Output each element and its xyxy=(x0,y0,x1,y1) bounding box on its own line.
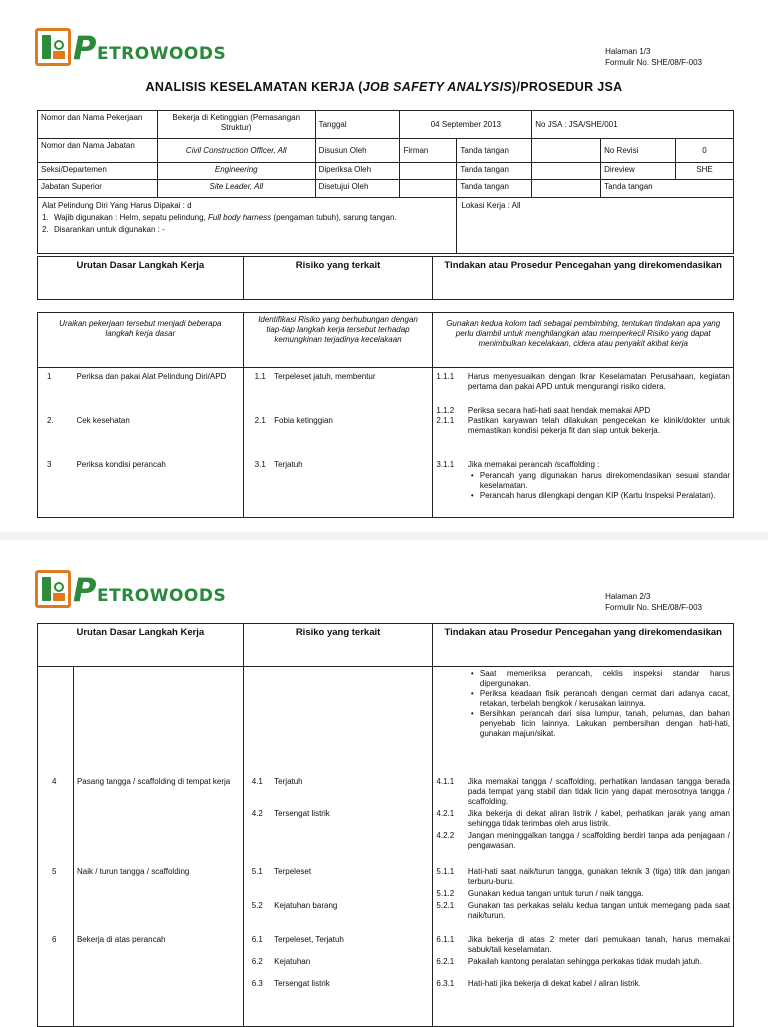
page-meta xyxy=(605,46,702,68)
action-text: Gunakan kedua tangan untuk turun / naik tangga. xyxy=(467,889,644,898)
position-value: Civil Construction Officer, All xyxy=(157,139,315,163)
position-label: Nomor dan Nama Jabatan xyxy=(38,139,158,163)
logo-mark-icon xyxy=(35,570,71,608)
checked-by-value xyxy=(400,163,457,180)
risk-no: 6.2 xyxy=(251,957,263,966)
risk-text: Kejatuhan barang xyxy=(274,901,338,910)
signature-label-4: Tanda tangan xyxy=(601,180,734,198)
risk-no: 5.1 xyxy=(251,867,263,876)
risk-text: Terjatuh xyxy=(274,460,303,469)
risk-no: 3.1 xyxy=(254,460,266,469)
header-steps: Urutan Dasar Langkah Kerja xyxy=(38,257,244,300)
ppe-item-2: 2. Disarankan untuk digunakan : - xyxy=(42,225,165,234)
step-no: 5 xyxy=(52,867,57,876)
revision-label: No Revisi xyxy=(601,139,676,163)
jsa-number: No JSA : JSA/SHE/001 xyxy=(532,111,734,139)
ppe-item-1: 1. Wajib digunakan : Helm, sepatu pelindung, Full body harness (pengaman tubuh), sarung tangan. xyxy=(42,213,397,222)
signature-box-1 xyxy=(532,139,601,163)
signature-box-2 xyxy=(532,163,601,180)
action-no: 6.3.1 xyxy=(436,979,455,988)
action-text: Jika memakai perancah /scaffolding : xyxy=(467,460,600,469)
action-no: 1.1.1 xyxy=(436,372,455,381)
action-text: Jika bekerja di atas 2 meter dari pemukaan tanah, harus memakai sabuk/tali keselamatan. xyxy=(467,935,730,954)
ppe-cell xyxy=(38,198,457,254)
risk-text: Kejatuhan xyxy=(274,957,311,966)
bullet-item: • Perancah yang digunakan harus direkomendasikan sesuai standar keselamatan. xyxy=(468,471,730,491)
steps-table-1 xyxy=(37,312,734,518)
step-text: Naik / turun tangga / scaffolding xyxy=(76,867,190,876)
action-text: Jika memakai tangga / scaffolding, perhatikan landasan tangga berada pada tempat yang stabil dan tidak licin yang dapat merosotnya tangga / scaffolding. xyxy=(467,777,730,806)
work-location: Lokasi Kerja : All xyxy=(457,198,734,254)
reviewed-label: Direview xyxy=(601,163,676,180)
header-steps: Urutan Dasar Langkah Kerja xyxy=(38,624,244,667)
risk-descriptions xyxy=(271,368,433,518)
signature-label-2: Tanda tangan xyxy=(457,163,532,180)
ppe-title: Alat Pelindung Diri Yang Harus Dipakai : d xyxy=(42,201,192,210)
step-no: 6 xyxy=(52,935,57,944)
date-value: 04 September 2013 xyxy=(400,111,532,139)
action-text: Pastikan karyawan telah dilakukan pengecekan ke klinik/dokter untuk memastikan kondisi pekerja fit dan siap untuk bekerja. xyxy=(467,416,730,435)
guide-risks: Identifikasi Risiko yang berhubungan dengan tiap-tiap langkah kerja tersebut terhadap kemungkinan terjadinya kecelakaan xyxy=(243,313,433,368)
page-meta xyxy=(605,591,702,613)
superior-label: Jabatan Superior xyxy=(38,180,158,198)
action-no: 5.1.2 xyxy=(436,889,455,898)
bullet-item: • Periksa keadaan fisik perancah dengan cermat dari adanya cacat, retakan, terbelah bengkok / kerusakan lainnya. xyxy=(468,689,730,709)
step-text: Bekerja di atas perancah xyxy=(76,935,166,944)
signature-label-3: Tanda tangan xyxy=(457,180,532,198)
risk-no: 6.3 xyxy=(251,979,263,988)
signature-box-3 xyxy=(532,180,601,198)
risk-numbers xyxy=(243,368,271,518)
prepared-by-label: Disusun Oleh xyxy=(315,139,400,163)
date-label: Tanggal xyxy=(315,111,400,139)
scaffold-bullet-list xyxy=(468,471,730,501)
page-2 xyxy=(0,540,768,1024)
risk-no: 5.2 xyxy=(251,901,263,910)
risk-numbers xyxy=(243,667,271,1027)
step-no: 2. xyxy=(47,416,54,425)
bullet-item: • Perancah harus dilengkapi dengan KIP (Kartu Inspeksi Peralatan). xyxy=(468,491,730,501)
approved-by-label: Disetujui Oleh xyxy=(315,180,400,198)
risk-no: 6.1 xyxy=(251,935,263,944)
company-logo xyxy=(35,570,226,608)
logo-wordmark: PETROWOODS xyxy=(73,571,227,609)
approved-by-value xyxy=(400,180,457,198)
step-no: 4 xyxy=(52,777,57,786)
step-descriptions xyxy=(73,667,243,1027)
logo-mark-icon xyxy=(35,28,71,66)
step-text: Cek kesehatan xyxy=(76,416,130,425)
action-no: 4.1.1 xyxy=(436,777,455,786)
company-logo xyxy=(35,28,226,66)
step-numbers xyxy=(38,368,74,518)
action-no: 1.1.2 xyxy=(436,406,455,415)
action-text: Jika bekerja di dekat aliran listrik / kabel, perhatikan jarak yang aman sehingga tidak terimbas oleh arus listrik. xyxy=(467,809,730,828)
superior-value: Site Leader, All xyxy=(157,180,315,198)
risk-text: Terjatuh xyxy=(274,777,303,786)
steps-table-2 xyxy=(37,623,734,1027)
step-numbers xyxy=(38,667,74,1027)
header-actions: Tindakan atau Prosedur Pencegahan yang direkomendasikan xyxy=(433,257,734,300)
header-risks: Risiko yang terkait xyxy=(243,257,433,300)
action-no: 4.2.2 xyxy=(436,831,455,840)
action-no: 2.1.1 xyxy=(436,416,455,425)
action-numbers xyxy=(433,368,465,518)
action-text: Pakailah kantong peralatan sehingga perkakas tidak mudah jatuh. xyxy=(467,957,702,966)
form-number: Formulir No. SHE/08/F-003 xyxy=(605,603,702,612)
risk-no: 4.2 xyxy=(251,809,263,818)
page-separator xyxy=(0,532,768,540)
bullet-item: • Saat memeriksa perancah, ceklis inspeksi standar harus dipergunakan. xyxy=(468,669,730,689)
action-text: Hati-hati jika bekerja di dekat kabel / aliran listrik. xyxy=(467,979,641,988)
header-risks: Risiko yang terkait xyxy=(243,624,433,667)
risk-descriptions xyxy=(271,667,433,1027)
step-text: Pasang tangga / scaffolding di tempat kerja xyxy=(76,777,231,786)
step-no: 3 xyxy=(47,460,52,469)
logo-wordmark: PETROWOODS xyxy=(73,29,227,67)
action-no: 3.1.1 xyxy=(436,460,455,469)
risk-text: Tersengat listrik xyxy=(274,809,330,818)
action-text: Gunakan tas perkakas selalu kedua tangan untuk memegang pada saat naik/turun. xyxy=(467,901,730,920)
page-number: Halaman 2/3 xyxy=(605,592,651,601)
step-descriptions xyxy=(73,368,243,518)
form-number: Formulir No. SHE/08/F-003 xyxy=(605,58,702,67)
job-name-value: Bekerja di Ketinggian (Pemasangan Struktur) xyxy=(157,111,315,139)
risk-text: Fobia ketinggian xyxy=(274,416,333,425)
action-no: 5.2.1 xyxy=(436,901,455,910)
prepared-by-value: Firman xyxy=(400,139,457,163)
reviewed-value: SHE xyxy=(676,163,734,180)
risk-text: Terpeleset, Terjatuh xyxy=(274,935,344,944)
risk-no: 1.1 xyxy=(254,372,266,381)
action-no: 6.1.1 xyxy=(436,935,455,944)
action-text: Periksa secara hati-hati saat hendak memakai APD xyxy=(467,406,651,415)
step-text: Periksa kondisi perancah xyxy=(76,460,166,469)
revision-value: 0 xyxy=(676,139,734,163)
section-value: Engineering xyxy=(157,163,315,180)
inspection-bullet-list xyxy=(468,669,730,777)
bullet-item: • Bersihkan perancah dari sisa lumpur, tanah, pelumas, dan bahan penyebab licin lainnya. Lakukan pembersihan dengan hati-hati, gunakan majun/sikat. xyxy=(468,709,730,739)
header-actions: Tindakan atau Prosedur Pencegahan yang direkomendasikan xyxy=(433,624,734,667)
job-info-table xyxy=(37,110,734,254)
action-descriptions xyxy=(465,667,734,1027)
section-label: Seksi/Departemen xyxy=(38,163,158,180)
action-text: Harus menyesuaikan dengan Ikrar Keselamatan Perusahaan, kegiatan pertama dan pakai APD untuk mengurangi risiko cidera. xyxy=(467,372,730,391)
action-descriptions xyxy=(465,368,734,518)
risk-no: 2.1 xyxy=(254,416,266,425)
page-number: Halaman 1/3 xyxy=(605,47,651,56)
guide-steps: Uraikan pekerjaan tersebut menjadi beberapa langkah kerja dasar xyxy=(38,313,244,368)
document-title: ANALISIS KESELAMATAN KERJA (JOB SAFETY ANALYSIS)/PROSEDUR JSA xyxy=(145,80,623,94)
guide-actions: Gunakan kedua kolom tadi sebagai pembimbing, tentukan tindakan apa yang perlu diambil untuk menghilangkan atau memperkecil Risiko yang dapat menimbulkan kecelakaan, cidera atau penyakit akibat kerja xyxy=(433,313,734,368)
risk-text: Terpeleset xyxy=(274,867,312,876)
action-text: Jangan meninggalkan tangga / scaffolding berdiri tanpa ada penjagaan / pengawasan. xyxy=(467,831,730,850)
checked-by-label: Diperiksa Oleh xyxy=(315,163,400,180)
action-text: Hati-hati saat naik/turun tangga, gunakan teknik 3 (tiga) titik dan jangan terburu-buru. xyxy=(467,867,730,886)
job-name-label: Nomor dan Nama Pekerjaan xyxy=(38,111,158,139)
risk-text: Terpeleset jatuh, membentur xyxy=(274,372,376,381)
risk-text: Tersengat listrik xyxy=(274,979,330,988)
signature-label-1: Tanda tangan xyxy=(457,139,532,163)
action-no: 6.2.1 xyxy=(436,957,455,966)
risk-no: 4.1 xyxy=(251,777,263,786)
action-numbers xyxy=(433,667,465,1027)
step-text: Periksa dan pakai Alat Pelindung Diri/APD xyxy=(76,372,227,381)
step-no: 1 xyxy=(47,372,52,381)
action-no: 5.1.1 xyxy=(436,867,455,876)
action-no: 4.2.1 xyxy=(436,809,455,818)
steps-header-table-1 xyxy=(37,256,734,300)
